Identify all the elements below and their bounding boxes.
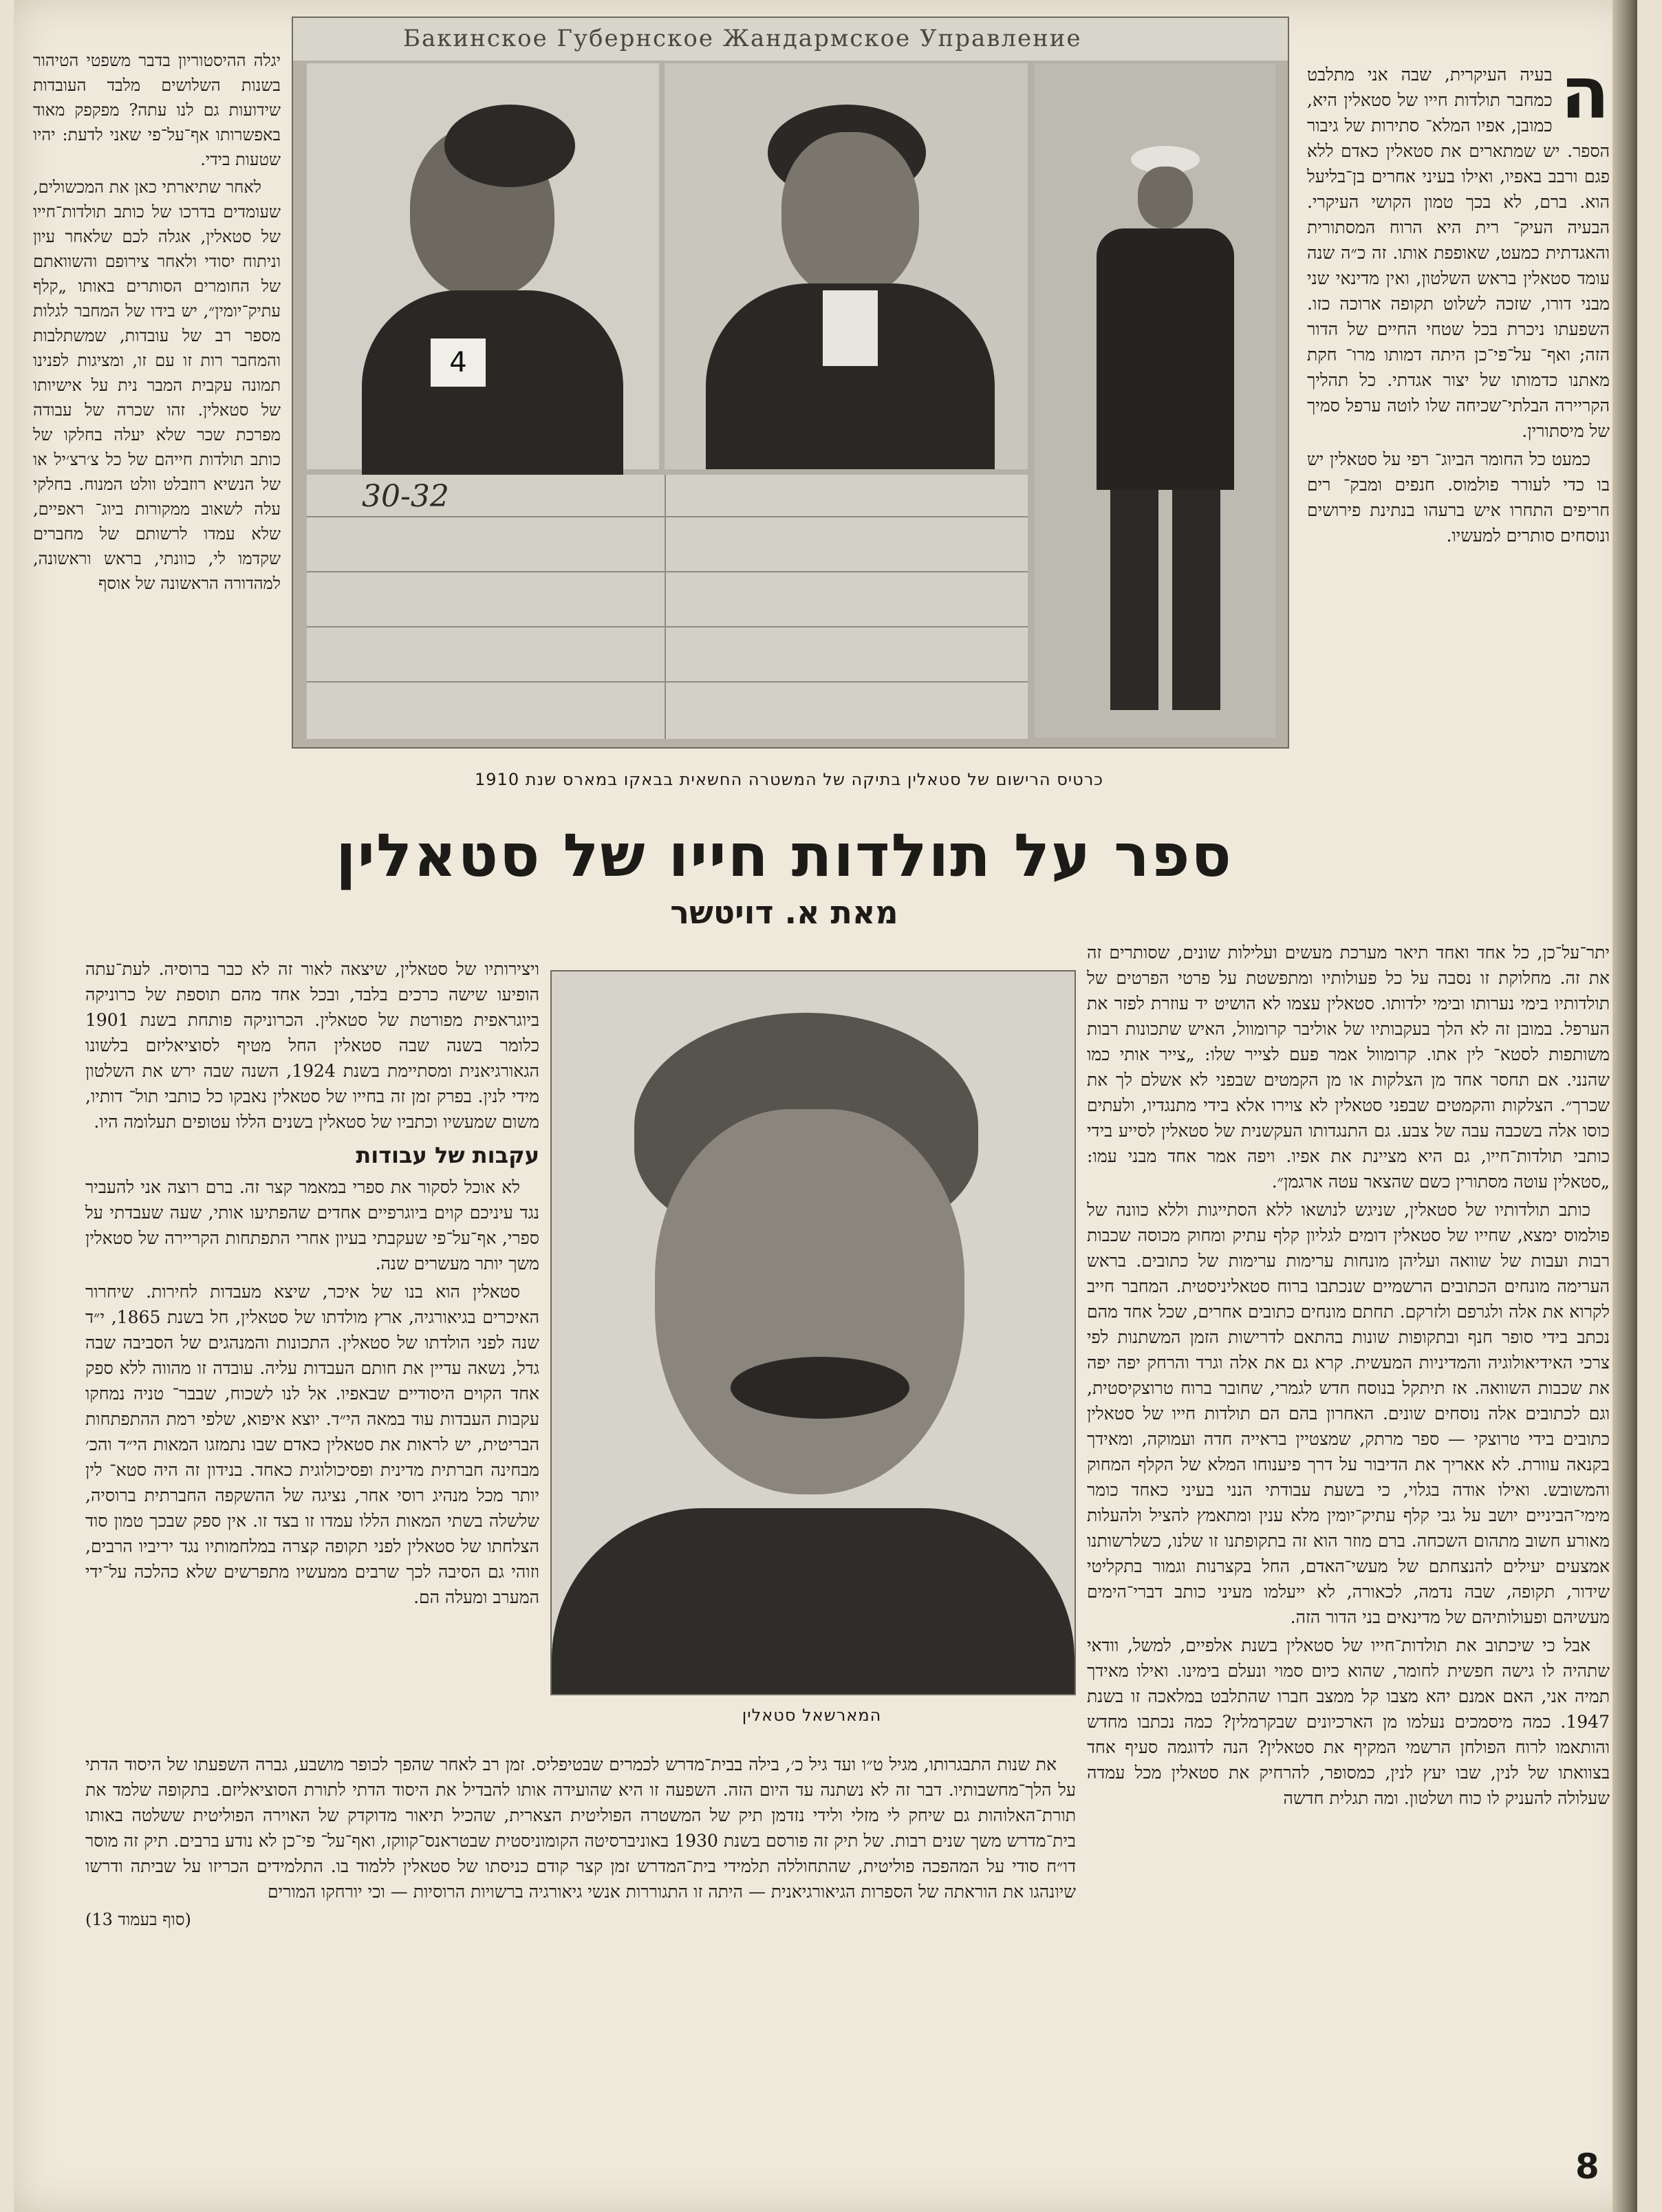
column-bottom-left bbox=[85, 1752, 1076, 1933]
column-right-bottom bbox=[1087, 940, 1610, 1814]
paragraph: סטאלין הוא בנו של איכר, שיצא מעבדות לחירות. שיחרור האיכרים בגיאורגיה, ארץ מולדתו של סטאלין, חל בשנת 1865, י״ד שנה לפני הולדתו של סטאלין. התכונות והמנהגים של הסביבה שבה גדל, נשאה עדיין את חותם העבדות עליה. עובדה זו מהווה ללא ספק אחד הקוים היסודיים שבאפיו. אל לנו לשכוח, שבבר־ טניה נמחקו עקבות העבדות עוד במאה הי״ד. יוצא איפוא, שלפי רמת ההתפתחות הבריטית, יש לראות את סטאלין כאדם שבו נתמזגו המאות הי״ד והכ׳ מבחינה חברתית מדינית ופסיכולוגית כאחד. בנידון זה היה סטא־ לין יותר מכל מנהיג רוסי אחר, נציגה של ההשקפה החברתית ברוסיה, שלשלה בשתי המאות הללו עמדו זו בצד זו. אין ספק שבכך טמון סוד הצלחתו של סטאלין לפני תקופה קצרה במלחמותיו נגד יריביו הרבים, וזוהי גם הסיבה לכך שרבים ממעשיו מתפרשים שלא כהלכה על־ידי המערב ומעלה הם. bbox=[85, 1282, 539, 1607]
paragraph: לאחר שתיארתי כאן את המכשולים, שעומדים בדרכו של כותב תולדות־חייו של סטאלין, אגלה לכם שלאחר עיון וניתוח יסודי ולאחר צירופם והשוואתם של החומרים הסותרים באותו „קלף עתיק־יומין״, יש בידו של המחבר לגלות מספר רב של עובדות, שמשתלבות והמחבר רות זו עם זו, ומציגות לפנינו תמונה עקבית המבר נית על אישיותו של סטאלין. זהו שכרה של עבודה מפרכת שכר שלא יעלה בחלקו של כותב תולדות חייהם של כל צ׳רצ׳יל או של הנשיא רוזבלט וולט המנוח. בחלקי עלה לשאוב ממקורות ביוג־ ראפיים, שלא עמדו לרשותם של מחברים שקדמו לי, כוונתי, בראש וראשונה, למהדורה הראשונה של אוסף bbox=[33, 178, 281, 593]
paragraph: את שנות התבגרותו, מגיל ט״ו ועד גיל כ׳, בילה בבית־מדרש לכמרים שבטיפליס. זמן רב לאחר שהפך לכופר מושבע, גברה השפעתו של היסוד הדתי על הלך־מחשבותיו. דבר זה לא נשתנה עד היום הזה. השפעה זו היא שהועידה אותו להבדיל את היסוד הדתי לתורת הסוציאליזם. בתקופה שלמד את תורת־האלוהות גם שיחק לי מזלי ולידי נזדמן תיק של המשטרה הפוליטית הצארית, שהכיל תיאור מדוקדק של האוירה הפוליטית ששלטה באותו בית־מדרש משך שנים רבות. של תיק זה פורסם בשנת 1930 באוניברסיטה הקומוניסטית שבטראנס־קווקז, ואף־על־ פי־כן לא נודע ברבים. תיק זה מוסר דו״ח סודי על המהפכה פוליטית, שהתחוללה תלמידי בית־המדרש זמן קצר קודם כניסתו של סטאלין ללמוד בו. התלמידים הכריזו על שביתה ודרשו שיונהגו את הוראתה של הספרות הגיאורגיאנית — היתה זו התגוררות אנשי גיאורגיה ברשויות הרוסיות — וכי יורחקו המורים bbox=[85, 1754, 1076, 1902]
page-edge bbox=[1612, 0, 1637, 2212]
front-photo bbox=[665, 63, 1028, 469]
continuation-note: (סוף בעמוד 13) bbox=[85, 1910, 191, 1929]
record-band-text: Бакинское Губернское Жандармское Управление bbox=[403, 25, 1082, 52]
article-byline: מאת א. דויטשר bbox=[670, 894, 898, 931]
paragraph: כמעט כל החומר הביוג־ רפי על סטאלין יש בו כדי לעורר פולמוס. חנפים ומבק־ רים חריפים התחרו איש ברעהו בנתינת פירושים ונוסחים סותרים למעשיו. bbox=[1307, 449, 1610, 546]
full-figure-photo bbox=[1035, 63, 1275, 738]
portrait-photo bbox=[550, 970, 1076, 1695]
record-handwriting: 30-32 bbox=[362, 479, 449, 514]
drop-cap: ה bbox=[1560, 51, 1610, 135]
article-headline: ספר על תולדות חייו של סטאלין bbox=[336, 822, 1233, 890]
page-number: 8 bbox=[1575, 2147, 1599, 2187]
column-right-top bbox=[1307, 51, 1610, 551]
paragraph: לא אוכל לסקור את ספרי במאמר קצר זה. ברם רוצה אני להעביר נגד עיניכם קוים ביוגרפיים אחדים שהפתיעו אותי, שעה שעבדתי על ספרי, אף־על־פי שעקבתי בעיון אחרי התפתחות הקריירה של סטאלין משך יותר מעשרים שנה. bbox=[85, 1177, 539, 1274]
record-card bbox=[307, 475, 1028, 739]
newspaper-page bbox=[14, 0, 1637, 2212]
column-far-left bbox=[33, 48, 281, 599]
profile-photo bbox=[307, 63, 659, 469]
paragraph: ה בעיה העיקרית, שבה אני מתלבט כמחבר תולדות חייו של סטאלין היא, כמובן, אפיו המלא־ סתירות של גיבור הספר. יש שמתארים את סטאלין כאדם ללא פגם ורבב באפיו, ואילו בעיני אחרים בן־בליעל הוא. ברם, לא בכך טמון הקושי העיקרי. הבעיה העיק־ רית היא הרוח המסתורית והאגדתית כמעט, שאופפת אותו. זה כ״ה שנה עומד סטאלין בראש השלטון, ואין מדינאי שני מבני דורו, שזכה לשלוט תקופה ארוכה כזו. השפעתו ניכרת בכל שטחי החיים של הדור הזה; ואף־ על־פי־כן היתה דמותו מרו־ חקת מאתנו כדמותו של יצור אגדתי. כל תהליך הקריירה הבלתי־שכיחה שלו לוטה ערפל סמיך של מיסתורין. bbox=[1307, 51, 1610, 441]
paragraph: יגלה ההיסטוריון בדבר משפטי הטיהור בשנות השלושים מלבד העובדות שידועות גם לנו עתה? מפקפק מאוד באפשרותו אף־על־פי שאני לדעת: יהיו שטעות בידי. bbox=[33, 51, 281, 169]
paragraph: יתר־על־כן, כל אחד ואחד תיאר מערכת מעשים ועלילות שונים, שסותרים זה את זה. מחלוקת זו נסבה על כל פעולותיו ומתפשטת על פרטי הפרטים של תולדותיו בימי נערותו ובימי ילדותו. סטאלין עצמו לא הושיט יד עוזרת לפזר את הערפל. במובן זה לא הלך בעקבותיו של אוליבר קרומוול, האיש שתכונות רבות משותפות לסטא־ לין אתו. קרומוול אמר פעם לצייר שלו: „צייר אותי כמו שהנני. אם תחסר אחד מן הצלקות או מן הקמטים שבפני לא אשלם לך את שכרך״. הצלקות והקמטים שבפני סטאלין לא צוירו אלא בידי מתנגדיו, ולעתים כוסו אלה בשכבה עבה של צבע. גם התנגדותו העקשנית של סטאלין לסייע בידי כותבי תולדות־חייו, גם היא מציינת את אפיו. ויפה אמר אחד מבני עמו: „סטאלין עוטה מסתורין כשם שהצאר עטה ארגמן״. bbox=[1087, 943, 1610, 1192]
card-number: 4 bbox=[431, 339, 486, 387]
column-mid-left-top bbox=[85, 956, 539, 1613]
photo-caption: כרטיס הרישום של סטאלין בתיקה של המשטרה החשאית בבאקו במארס שנת 1910 bbox=[475, 770, 1103, 789]
paragraph: אבל כי שיכתוב את תולדות־חייו של סטאלין בשנת אלפיים, למשל, וודאי שתהיה לו גישה חפשית לחומר, שהוא כיום סמוי ונעלם בימינו. ואילו מאידך תמיה אני, האם אמנם יהא מצבו קל ממצב חברו שהתלבט במלאכה זו בשנת 1947. כמה מיסמכים נעלמו מן הארכיונים שבקרמלין? כמה נכתבו מחדש והותאמו לרוח הפולחן הרשמי המקיף את סטאלין? הנה לדוגמה סעיף אחד בצוואתו של לנין, שבו יעץ לנין, כמסופר, להרחיק את סטאלין מכל עמדה שעלולה להעניק לו כוח ושלטון. ומה תגלית חדשה bbox=[1087, 1635, 1610, 1808]
section-subhead: עקבות של עבודות bbox=[356, 1142, 539, 1168]
paragraph: ויצירותיו של סטאלין, שיצאה לאור זה לא כבר ברוסיה. לעת־עתה הופיעו שישה כרכים בלבד, ובכל אחד מהם תוספת של כרוניקה ביוגראפית מפורטת של סטאלין. הכרוניקה פותחת בשנת 1901 כלומר בשנה שבה סטאלין החל מטיף לסוציאליזם בלשונו הגאורגיאנית ומסתיימת בשנת 1924, השנה שבה ירש את השלטון מידי לנין. בפרק זמן זה בחייו של סטאלין נאבקו כל כותבי תול־ דותיו, משום שמעשיו וכתביו של סטאלין בשנים הללו עטופים תעלומה היו. bbox=[85, 959, 539, 1132]
police-record-photo bbox=[292, 17, 1289, 749]
paragraph: כותב תולדותיו של סטאלין, שניגש לנושאו ללא הסתייגות וללא כוונה של פולמוס ימצא, שחייו של סטאלין דומים לגליון קלף עתיק ומחוק מכוסה שכבות רבות ועבות של שוואה ועליהן מונחות ערימות ערימות של כתובים. בראש הערימה מונחים הכתובים הרשמיים שנכתבו ברוח סטאליניסטית. המחבר חייב לקרוא את אלה ולגרפם ולזרקם. תחתם מונחים כתובים אחרים, שכל אחד מהם נכתב בידי סופר חנף ובתקופות שונות בהתאם לדרישות הזמן המשתנות לפי צרכי האידיאולוגיה והמדיניות המעשית. קרא גם את אלה וגרד והרחק יפה יפה את שכבות השוואה. אז תיתקל בנוסח חדש לגמרי, שחובר ברוח טרוצקיסטית, וגם לכתובים אלה נוסחים שונים. האחרון בהם הם תולדות חייו של סטאלין כתובים בידי טרוצקי — ספר מרתק, שמצטיין בראייה חדה ועמוקה, ומאידך בקנאה עוורת. לא אאריך את הדיבור על דרך פיענוחו המלא של הקלף המחוק והמשובש. ואילו אודה בגלוי, כי בשעת עבודתי הנני בעיני כאחד כומר מימי־הביניים יושב על גבי קלף עתיק־יומין מלא ענין ומתאמץ להציל ולהעלות מאורע חשוב מתהום השכחה. ברם מוזר הוא זה בתקופתנו זו שלנו, כשלרשותנו אמצעים יעילים להנצחתם של מעשי־האדם, החל בקצרנות וגמור בתקליטי שידור, תקופה, שבה נדמה, לכאורה, לא ייעלמו מעיני כותב דברי־הימים מעשיהם ופעולותיהם של מדינאים בני הדור הזה. bbox=[1087, 1200, 1610, 1627]
portrait-caption: המארשאל סטאלין bbox=[742, 1706, 882, 1725]
